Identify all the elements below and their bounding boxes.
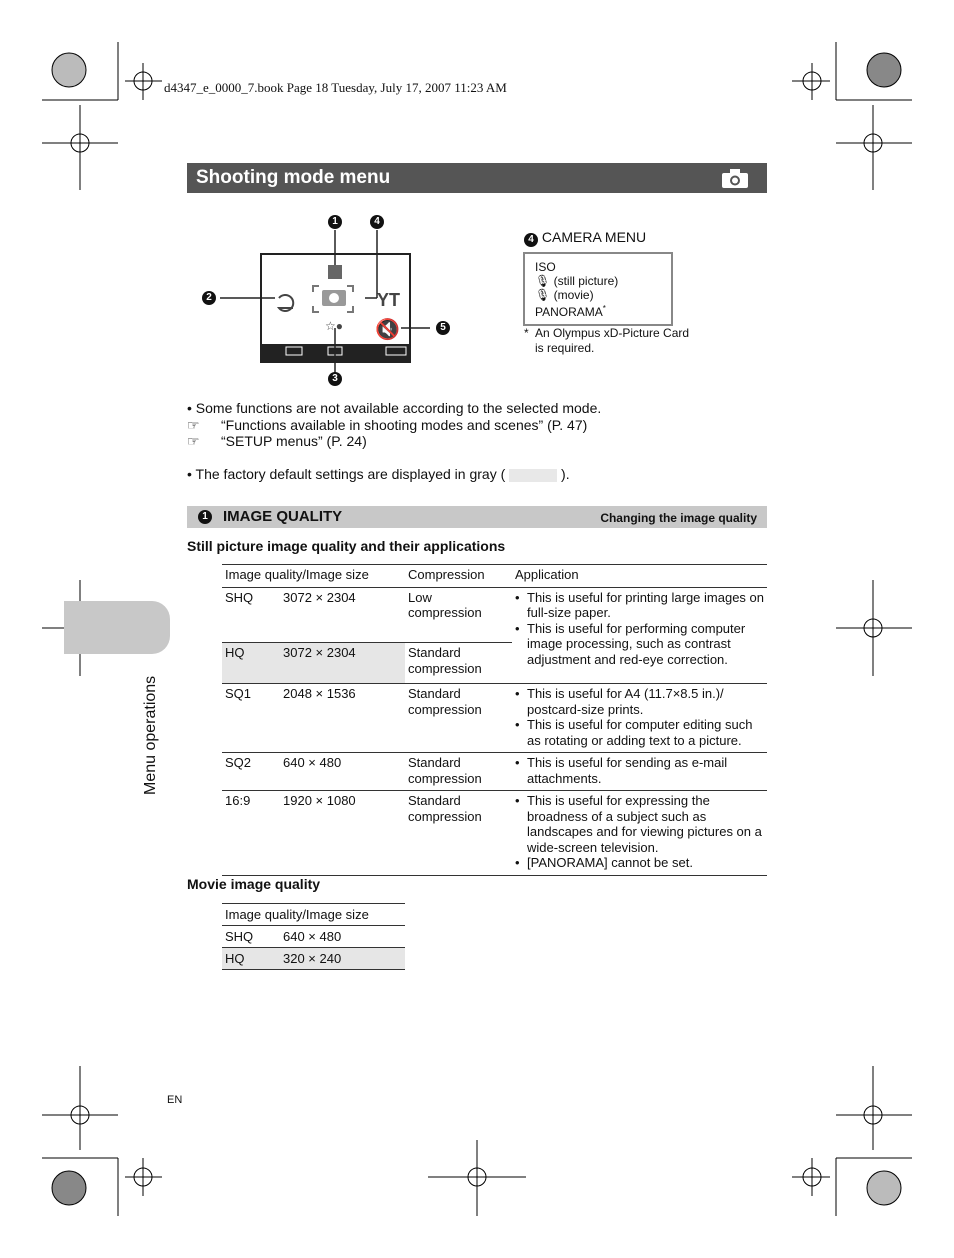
quality-cell: SQ1 [225,686,252,701]
camera-menu-heading [524,229,646,247]
application-cell [512,753,767,791]
quality-cell: 16:9 [225,793,251,808]
camera-menu-num: 4 [524,233,538,247]
table-row [222,587,767,643]
page-title: Shooting mode menu [196,167,391,188]
size-cell: 3072 × 2304 [280,643,405,684]
col-header-compression: Compression [408,567,485,582]
menu-item-still-audio [535,274,671,288]
table-row [222,684,767,753]
compression-cell: Standard compression [408,645,482,676]
ref-setup [187,433,601,450]
quality-cell: SQ2 [225,755,252,770]
note-default-gray [187,466,601,483]
menu-item-movie-label: (movie) [553,288,594,302]
footnote-line-1: An Olympus xD-Picture Card [535,326,690,340]
quality-cell: SHQ [225,589,254,605]
menu-item-movie-audio [535,288,671,302]
col-header-quality: Image quality/Image size [225,907,369,922]
application-item: • This is useful for sending as e-mail attachments. [527,755,764,786]
ref-functions-text: “Functions available in shooting modes and scenes” (P. 47) [221,416,588,433]
size-cell: 3072 × 2304 [283,589,356,605]
application-item: • This is useful for A4 (11.7×8.5 in.)/ postcard-size prints. [527,686,764,717]
callout-2: 2 [202,291,216,305]
language-label: EN [167,1094,183,1106]
setup-icon [377,290,400,310]
gray-sample [509,469,557,482]
notes [187,400,601,483]
camera-icon [721,169,749,189]
callout-1: 1 [328,215,342,229]
note-default-post: ). [561,466,570,482]
application-item: • This is useful for computer editing such as rotating or adding text to a picture. [527,717,764,748]
application-item: • This is useful for expressing the broadness of a subject such as landscapes and for viewing pictures on a wide-screen television. [527,793,764,855]
application-cell [512,791,767,876]
side-tab-label: Menu operations [142,675,159,795]
note-availability: • Some functions are not available according to the selected mode. [187,400,602,416]
size-cell: 320 × 240 [280,948,405,970]
camera-menu-box [523,252,673,326]
camera-menu-footnote [524,326,689,356]
menu-item-still-label: (still picture) [553,274,619,288]
ref-functions [187,417,601,434]
movie-quality-table [222,903,405,970]
application-cell [512,587,767,684]
col-header-application: Application [515,567,579,582]
table-row [222,926,405,948]
application-cell [512,684,767,753]
reference-icon: ☞ [187,433,200,449]
table-header-row [222,904,405,926]
image-quality-icon [328,265,342,279]
still-quality-table [222,564,767,876]
svg-text:🔇: 🔇 [375,317,400,341]
section-num: 1 [198,510,212,524]
compression-cell: Standard compression [408,686,482,717]
reference-icon: ☞ [187,416,200,433]
microphone-icon: 🎙 [535,274,551,288]
still-heading: Still picture image quality and their applications [187,538,506,554]
camera-menu-title: CAMERA MENU [541,229,647,245]
callout-4: 4 [370,215,384,229]
callout-3: 3 [328,372,342,386]
table-row [222,753,767,791]
menu-item-iso: ISO [535,260,556,274]
application-item: • This is useful for performing computer image processing, such as contrast adjustment and red-eye correction. [527,621,764,668]
application-item: • This is useful for printing large images on full-size paper. [527,590,764,621]
microphone-icon: 🎙 [535,288,551,302]
size-cell: 2048 × 1536 [283,686,356,701]
menu-item-panorama-label: PANORAMA [535,305,603,319]
size-cell: 640 × 480 [283,755,342,770]
svg-text:YT: YT [377,290,401,310]
col-header-quality: Image quality/Image size [225,567,369,582]
quality-cell: SHQ [225,929,254,944]
compression-cell: Standard compression [408,755,482,786]
footnote-mark: * [524,326,529,340]
application-item: • [PANORAMA] cannot be set. [527,855,764,871]
quality-cell: HQ [222,948,280,970]
scene-icon [325,319,343,333]
table-row [222,791,767,876]
menu-screen-diagram [195,210,460,390]
table-row [222,948,405,970]
menu-item-panorama [535,302,671,319]
compression-cell: Low compression [408,589,482,620]
section-subtitle: Changing the image quality [600,511,757,525]
title-bar [187,163,767,193]
movie-heading: Movie image quality [187,876,321,892]
compression-cell: Standard compression [408,793,482,824]
svg-text:☆●: ☆● [325,319,344,333]
size-cell: 640 × 480 [283,929,342,944]
silent-mode-icon [375,317,400,341]
footnote-line-2: is required. [535,341,595,355]
ref-setup-text: “SETUP menus” (P. 24) [221,433,367,449]
callout-5: 5 [436,321,450,335]
section-title: IMAGE QUALITY [223,508,343,525]
note-default-pre: • The factory default settings are displayed in gray ( [187,466,506,482]
panorama-star: * [602,304,606,313]
section-bar [187,506,767,528]
quality-cell: HQ [222,643,280,684]
book-header: d4347_e_0000_7.book Page 18 Tuesday, July 17, 2007 11:23 AM [164,80,507,95]
size-cell: 1920 × 1080 [283,793,356,808]
